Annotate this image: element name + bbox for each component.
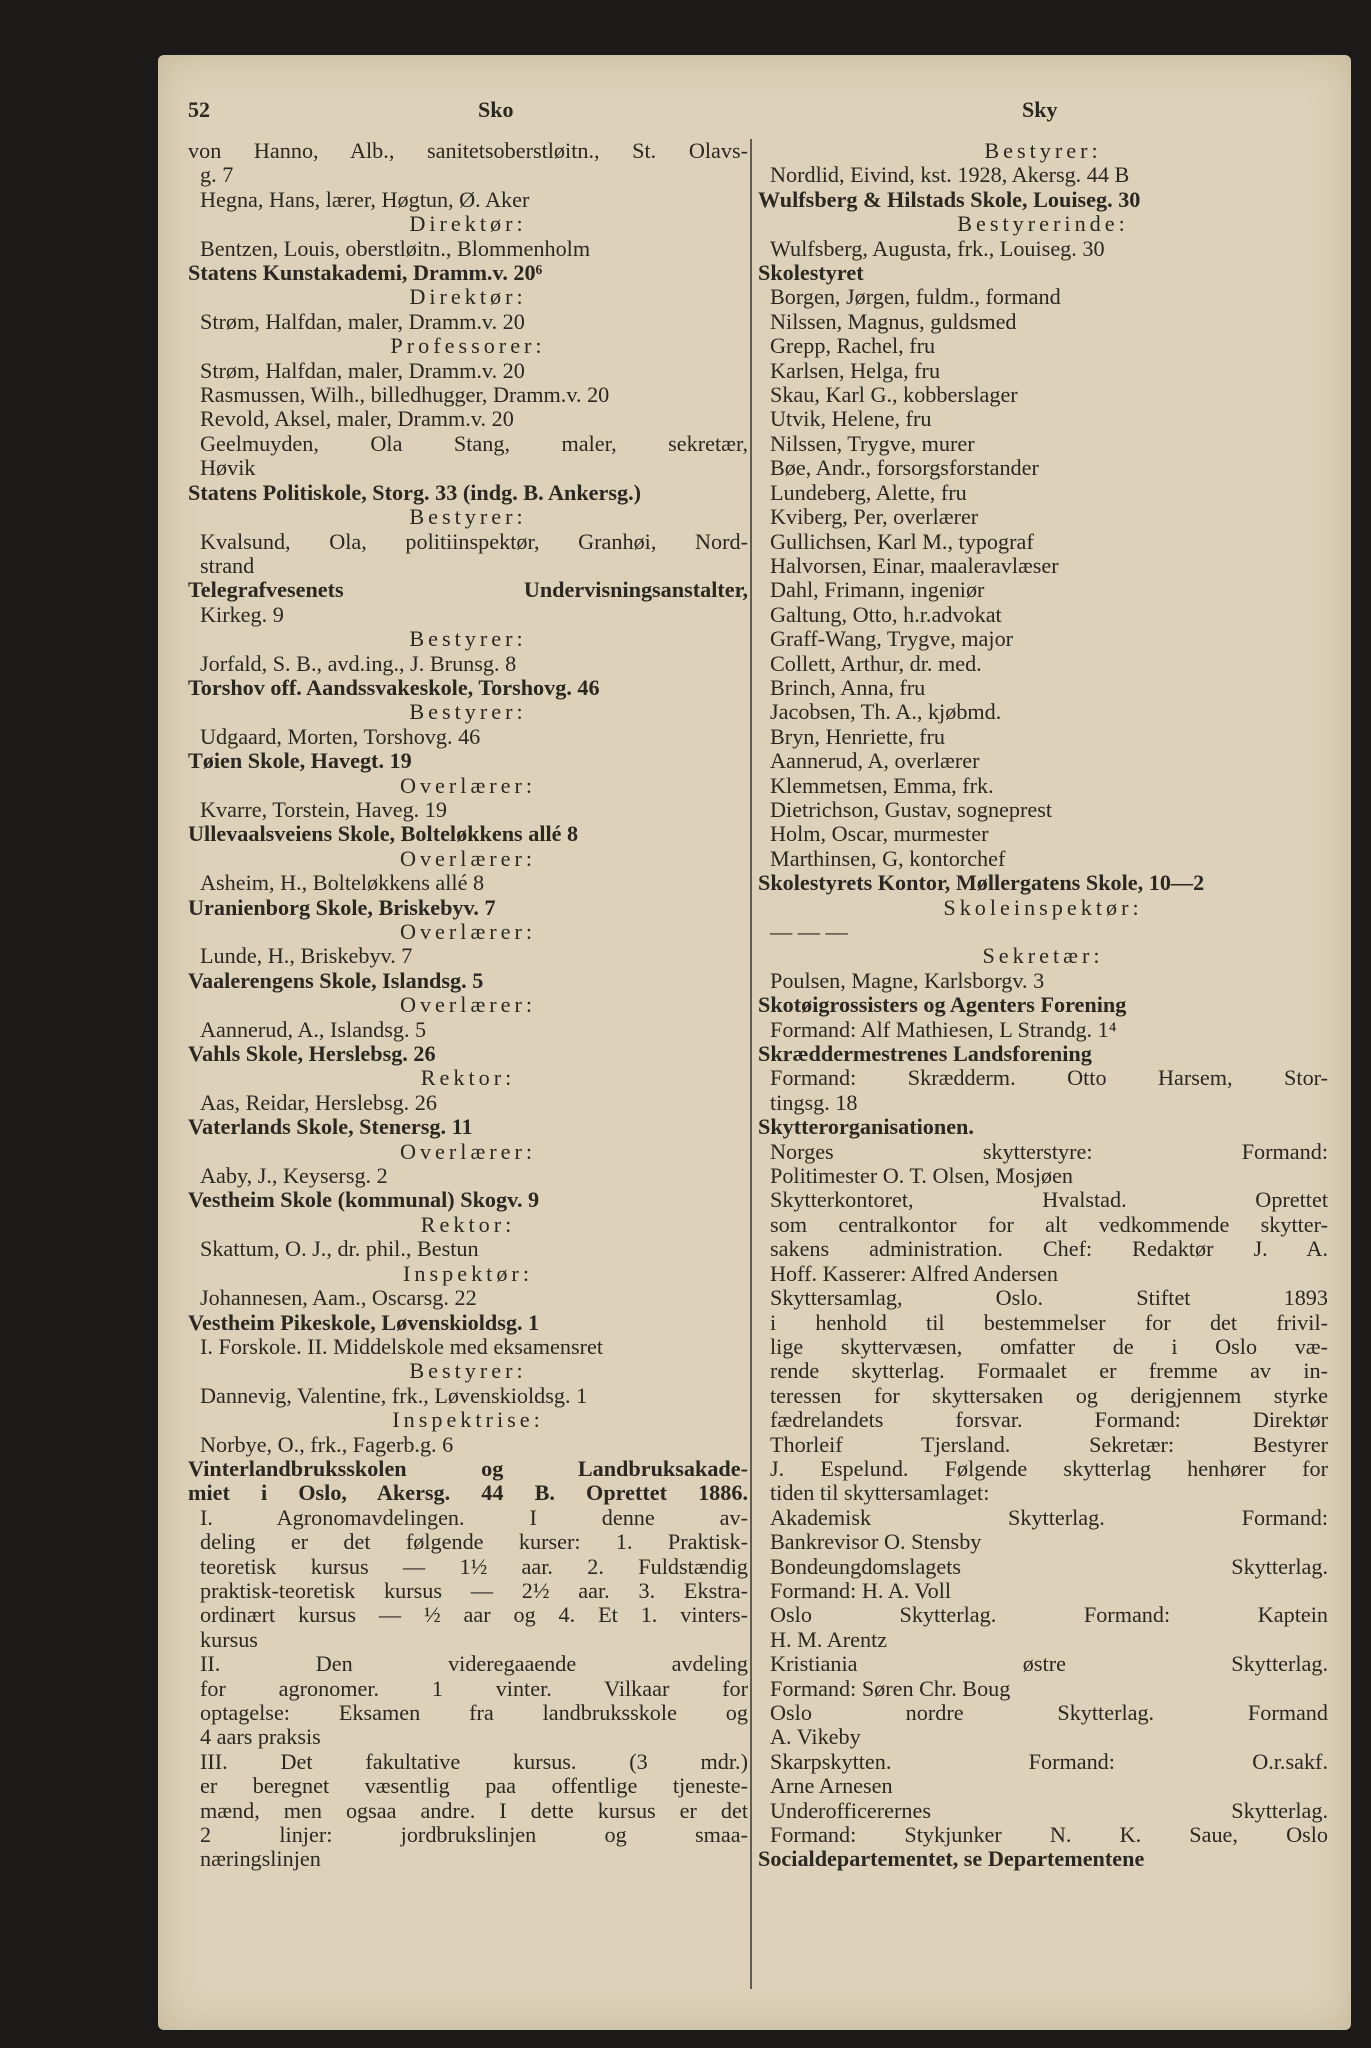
entry-line: lige skyttervæsen, omfatter de i Oslo væ- — [770, 1334, 1328, 1359]
entry-line: von Hanno, Alb., sanitetsoberstløitn., St. Olavs- — [188, 139, 748, 163]
entry-line: Oslo Skytterlag. Formand: Kaptein — [770, 1603, 1328, 1628]
entry-line: Wulfsberg, Augusta, frk., Louiseg. 30 — [770, 236, 1105, 261]
entry-line: Aannerud, A, overlærer — [770, 749, 980, 774]
entry-heading: Statens Politiskole, Storg. 33 (indg. B. Ankersg.) — [188, 480, 642, 505]
role-label: Rektor: — [420, 1066, 516, 1091]
entry-heading: Vinterlandbruksskolen og Landbruksakade- — [188, 1456, 748, 1481]
entry-heading: Vahls Skole, Herslebsg. 26 — [188, 1042, 436, 1067]
entry-line: Aannerud, A., Islandsg. 5 — [200, 1017, 427, 1042]
entry-heading: Telegrafvesenets Undervisningsanstalter, — [188, 578, 748, 603]
entry-line: Lunde, H., Briskebyv. 7 — [200, 944, 413, 969]
entry-line: teoretisk kursus — 1½ aar. 2. Fuldstændig — [200, 1554, 748, 1579]
entry-line: Klemmetsen, Emma, frk. — [770, 773, 994, 798]
left-column — [188, 139, 748, 1872]
page-number: 52 — [188, 97, 210, 122]
entry-line: Bondeungdomslagets Skytterlag. — [770, 1554, 1328, 1579]
entry-line: næringslinjen — [200, 1847, 321, 1872]
entry-line: Bryn, Henriette, fru — [770, 724, 945, 749]
entry-line: Nordlid, Eivind, kst. 1928, Akersg. 44 B — [770, 163, 1130, 188]
entry-heading: Uranienborg Skole, Briskebyv. 7 — [188, 895, 496, 920]
entry-line: Bankrevisor O. Stensby — [770, 1530, 982, 1555]
column-divider — [750, 139, 752, 1989]
entry-line: som centralkontor for alt vedkommende skytter- — [770, 1212, 1328, 1237]
entry-line: Jacobsen, Th. A., kjøbmd. — [770, 700, 1002, 725]
role-label: Overlærer: — [399, 993, 537, 1018]
entry-heading: Socialdepartementet, se Departementene — [758, 1847, 1145, 1872]
entry-line: Dahl, Frimann, ingeniør — [770, 578, 985, 603]
entry-heading: Skytterorganisationen. — [758, 1115, 974, 1140]
entry-line: Formand: Alf Mathiesen, L Strandg. 1⁴ — [770, 1017, 1117, 1042]
entry-line: Lundeberg, Alette, fru — [770, 480, 967, 505]
role-label: Overlærer: — [399, 773, 537, 798]
entry-heading: Skolestyret — [758, 261, 864, 286]
entry-line: Asheim, H., Bolteløkkens allé 8 — [200, 871, 485, 896]
entry-line: er beregnet væsentlig paa offentlige tjeneste- — [200, 1774, 748, 1799]
entry-line: Dannevig, Valentine, frk., Løvenskioldsg. 1 — [200, 1383, 588, 1408]
role-label: Bestyrer: — [984, 139, 1102, 163]
role-label: Direktør: — [409, 285, 527, 310]
entry-line: kursus — [200, 1627, 258, 1652]
entry-line: Skytterkontoret, Hvalstad. Oprettet — [770, 1188, 1328, 1213]
entry-line: 2 linjer: jordbrukslinjen og smaa- — [200, 1823, 748, 1848]
role-label: Skoleinspektør: — [943, 895, 1143, 920]
entry-line: Skarpskytten. Formand: O.r.sakf. — [770, 1749, 1328, 1774]
entry-heading: Skolestyrets Kontor, Møllergatens Skole, 10—2 — [758, 871, 1205, 896]
entry-line: Jorfald, S. B., avd.ing., J. Brunsg. 8 — [200, 651, 517, 676]
entry-line: Dietrichson, Gustav, sogneprest — [770, 797, 1053, 822]
entry-line: Nilssen, Magnus, guldsmed — [770, 309, 1017, 334]
entry-line: Kviberg, Per, overlærer — [770, 505, 979, 530]
entry-line: A. Vikeby — [770, 1725, 861, 1750]
entry-heading: Torshov off. Aandssvakeskole, Torshovg. 46 — [188, 675, 600, 700]
entry-line: Strøm, Halfdan, maler, Dramm.v. 20 — [200, 309, 525, 334]
entry-line: Udgaard, Morten, Torshovg. 46 — [200, 724, 481, 749]
entry-line: Aas, Reidar, Herslebsg. 26 — [200, 1090, 437, 1115]
entry-line: H. M. Arentz — [770, 1627, 888, 1652]
entry-line: for agronomer. 1 vinter. Vilkaar for — [200, 1676, 748, 1701]
entry-line: Skyttersamlag, Oslo. Stiftet 1893 — [770, 1286, 1328, 1311]
entry-line: Gullichsen, Karl M., typograf — [770, 529, 1034, 554]
entry-line: Holm, Oscar, murmester — [770, 822, 989, 847]
entry-line: Hoff. Kasserer: Alfred Andersen — [770, 1261, 1058, 1286]
role-label: Direktør: — [409, 212, 527, 237]
entry-line: Galtung, Otto, h.r.advokat — [770, 602, 1002, 627]
entry-line: Formand: Skrædderm. Otto Harsem, Stor- — [770, 1066, 1328, 1091]
entry-line: — — — — [770, 920, 848, 944]
entry-line: Poulsen, Magne, Karlsborgv. 3 — [770, 968, 1045, 993]
entry-line: Bentzen, Louis, oberstløitn., Blommenholm — [200, 236, 591, 261]
role-label: Bestyrer: — [409, 700, 527, 725]
entry-heading: Vestheim Skole (kommunal) Skogv. 9 — [188, 1188, 540, 1213]
entry-line: Kirkeg. 9 — [200, 602, 284, 627]
entry-line: Høvik — [200, 456, 256, 481]
role-label: Bestyrer: — [409, 1359, 527, 1384]
entry-line: i henhold til bestemmelser for det frivil- — [770, 1310, 1328, 1335]
role-label: Bestyrer: — [409, 505, 527, 530]
role-label: Sekretær: — [982, 944, 1104, 969]
entry-line: Kvarre, Torstein, Haveg. 19 — [200, 797, 447, 822]
role-label: Rektor: — [420, 1212, 516, 1237]
entry-line: Grepp, Rachel, fru — [770, 334, 936, 359]
entry-line: Revold, Aksel, maler, Dramm.v. 20 — [200, 407, 514, 432]
entry-line: Johannesen, Aam., Oscarsg. 22 — [200, 1286, 477, 1311]
entry-heading: Wulfsberg & Hilstads Skole, Louiseg. 30 — [758, 187, 1141, 212]
role-label: Overlærer: — [399, 920, 537, 944]
entry-line: Formand: H. A. Voll — [770, 1578, 952, 1603]
entry-line: teressen for skyttersaken og derigjennem styrke — [770, 1383, 1328, 1408]
entry-line: Thorleif Tjersland. Sekretær: Bestyrer — [770, 1432, 1328, 1457]
role-label: Inspektrise: — [392, 1408, 544, 1433]
entry-line: Formand: Søren Chr. Boug — [770, 1676, 1011, 1701]
entry-line: Formand: Stykjunker N. K. Saue, Oslo — [770, 1823, 1328, 1848]
entry-heading: Ullevaalsveiens Skole, Bolteløkkens allé 8 — [188, 822, 579, 847]
entry-heading: Vestheim Pikeskole, Løvenskioldsg. 1 — [188, 1310, 540, 1335]
entry-line: Oslo nordre Skytterlag. Formand — [770, 1701, 1328, 1725]
entry-line: Geelmuyden, Ola Stang, maler, sekretær, — [200, 431, 748, 456]
entry-line: I. Agronomavdelingen. I denne av- — [200, 1505, 748, 1530]
entry-line: Strøm, Halfdan, maler, Dramm.v. 20 — [200, 358, 525, 383]
entry-line: Collett, Arthur, dr. med. — [770, 651, 982, 676]
role-label: Bestyrerinde: — [957, 212, 1129, 237]
entry-heading: Skræddermestrenes Landsforening — [758, 1042, 1092, 1067]
entry-line: Brinch, Anna, fru — [770, 675, 926, 700]
entry-line: Arne Arnesen — [770, 1774, 893, 1799]
entry-line: g. 7 — [200, 163, 234, 188]
role-label: Overlærer: — [399, 846, 537, 871]
entry-line: Rasmussen, Wilh., billedhugger, Dramm.v. 20 — [200, 383, 610, 408]
entry-line: deling er det følgende kurser: 1. Praktisk- — [200, 1530, 748, 1555]
entry-line: Borgen, Jørgen, fuldm., formand — [770, 285, 1061, 310]
entry-line: I. Forskole. II. Middelskole med eksamensret — [200, 1334, 603, 1359]
entry-line: Kvalsund, Ola, politiinspektør, Granhøi, Nord- — [200, 529, 748, 554]
role-label: Overlærer: — [399, 1139, 537, 1164]
entry-line: Aaby, J., Keysersg. 2 — [200, 1164, 388, 1189]
entry-line: Kristiania østre Skytterlag. — [770, 1652, 1328, 1677]
entry-line: Utvik, Helene, fru — [770, 407, 932, 432]
entry-heading: Vaterlands Skole, Stenersg. 11 — [188, 1115, 473, 1140]
entry-line: praktisk-teoretisk kursus — 2½ aar. 3. Ekstra- — [200, 1578, 748, 1603]
entry-line: Graff-Wang, Trygve, major — [770, 627, 1014, 652]
entry-line: J. Espelund. Følgende skytterlag henhører for — [770, 1456, 1328, 1481]
entry-line: Hegna, Hans, lærer, Høgtun, Ø. Aker — [200, 187, 530, 212]
entry-line: fædrelandets forsvar. Formand: Direktør — [770, 1408, 1328, 1433]
entry-line: 4 aars praksis — [200, 1725, 321, 1750]
directory-page — [158, 55, 1351, 2030]
entry-line: rende skytterlag. Formaalet er fremme av in- — [770, 1359, 1328, 1384]
role-label: Professorer: — [390, 334, 546, 359]
entry-line: Norbye, O., frk., Fagerb.g. 6 — [200, 1432, 454, 1457]
left-running-title: Sko — [478, 97, 514, 122]
entry-line: Skau, Karl G., kobberslager — [770, 383, 1018, 408]
entry-line: Marthinsen, G, kontorchef — [770, 846, 1006, 871]
entry-line: Halvorsen, Einar, maaleravlæser — [770, 553, 1059, 578]
entry-line: Skattum, O. J., dr. phil., Bestun — [200, 1237, 479, 1262]
entry-line: ordinært kursus — ½ aar og 4. Et 1. vinters- — [200, 1603, 748, 1628]
entry-line: Politimester O. T. Olsen, Mosjøen — [770, 1164, 1074, 1189]
entry-line: Akademisk Skytterlag. Formand: — [770, 1505, 1328, 1530]
entry-line: tiden til skyttersamlaget: — [770, 1481, 990, 1506]
entry-line: sakens administration. Chef: Redaktør J. A. — [770, 1237, 1328, 1262]
entry-line: strand — [200, 553, 255, 578]
running-header — [158, 97, 1351, 137]
entry-heading: Statens Kunstakademi, Dramm.v. 20⁶ — [188, 261, 543, 286]
entry-line: mænd, men ogsaa andre. I dette kursus er det — [200, 1798, 748, 1823]
right-column — [758, 139, 1328, 1872]
entry-line: Underofficerernes Skytterlag. — [770, 1798, 1328, 1823]
entry-line: II. Den videregaaende avdeling — [200, 1652, 748, 1677]
entry-heading: Skotøigrossisters og Agenters Forening — [758, 993, 1127, 1018]
entry-line: Nilssen, Trygve, murer — [770, 431, 975, 456]
entry-line: Karlsen, Helga, fru — [770, 358, 941, 383]
entry-line: Norges skytterstyre: Formand: — [770, 1139, 1328, 1164]
role-label: Inspektør: — [403, 1261, 533, 1286]
entry-heading: Tøien Skole, Havegt. 19 — [188, 749, 412, 774]
entry-line: tingsg. 18 — [770, 1090, 858, 1115]
entry-heading: miet i Oslo, Akersg. 44 B. Oprettet 1886. — [188, 1481, 748, 1506]
entry-heading: Vaalerengens Skole, Islandsg. 5 — [188, 968, 484, 993]
role-label: Bestyrer: — [409, 627, 527, 652]
entry-line: optagelse: Eksamen fra landbruksskole og — [200, 1701, 748, 1725]
entry-line: III. Det fakultative kursus. (3 mdr.) — [200, 1749, 748, 1774]
entry-line: Bøe, Andr., forsorgsforstander — [770, 456, 1039, 481]
right-running-title: Sky — [1022, 97, 1058, 122]
